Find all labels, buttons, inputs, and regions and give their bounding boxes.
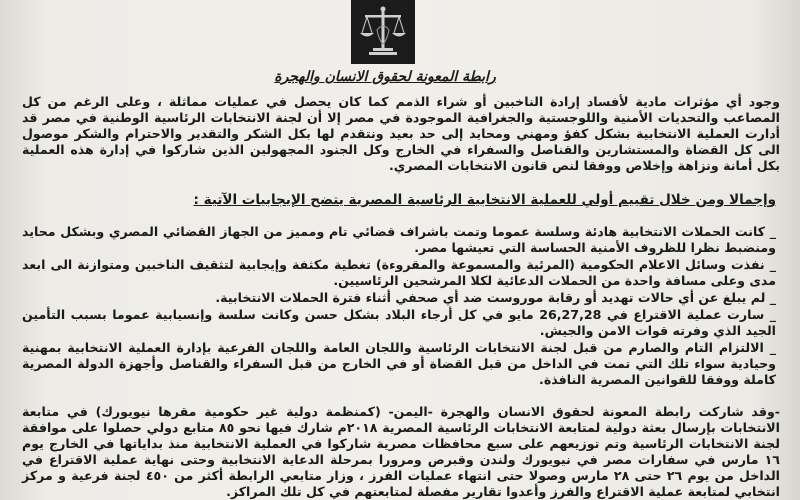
list-item: _ الالتزام التام والصارم من قبل لجنة الانتخابات الرئاسية واللجان العامة واللجان الفرعية بإدارة العملية الانتخابية بمهنية وحيادية سواء تلك التي تمت في الداخل من قبل القضاة أو في الخارج من قبل السفراء والقناصل وأجهزة الدولة المصرية كاملة ووفقا للقوانين المصرية النافذة. (22, 340, 776, 387)
list-item: _ لم يبلغ عن أي حالات تهديد أو رقابة موروست ضد أي صحفي أثناء فترة الحملات الانتخابية. (215, 290, 776, 305)
list-item: _ نفذت وسائل الاعلام الحكومية (المرئية والمسموعة والمقروءة) تغطية مكثفة وإيجابية لتثقيف الناخبين ومتوازنة الى ابعد مدى وعلى مسافة واحدة من الحملات الدعائية لكلا المرشحين الرئاسيين. (22, 257, 776, 288)
positives-list (22, 224, 780, 388)
closing-paragraph: -وقد شاركت رابطة المعونة لحقوق الانسان والهجرة -اليمن- (كمنظمة دولية غير حكومية مقرها نيويورك) في متابعة الانتخابات بإرسال بعثة دولية لمتابعة الانتخابات الرئاسية المصرية ٢٠١٨م شارك فيها نحو ٨٥ متابع دولي حصلوا على موافقة لجنة الانتخابات الرئاسية وتم توزيعهم على سبع محافظات مصرية شاركوا في العملية الانتخابية منذ بداياتها في الخارج يوم ١٦ مارس في سفارات مصر في نيويورك ولندن وقبرص ومرورا بمرحلة الدعاية الانتخابية وحتى نهاية عملية الاقتراع في الداخل من يوم ٢٦ حتى ٢٨ مارس وصولا حتى انتهاء عمليات الفرز ، وزار متابعي الرابطة أكثر من ٤٥٠ لجنة فرعية و مركز انتخابي لمتابعة عملية الاقتراع والفرز وأعدوا تقارير مفصلة لمتابعتهم في كل تلك المراكز. (22, 404, 781, 499)
scales-of-justice-icon (351, 0, 415, 64)
list-item: _ كانت الحملات الانتخابية هادئة وسلسة عموما وتمت باشراف قضائي تام ومميز من الجهاز القضائي المصري وبشكل محايد ومنضبط نظرا للظروف الأمنية الحساسة التي تعيشها مصر. (22, 224, 776, 255)
organization-name: رابطة المعونة لحقوق الانسان والهجرة (274, 69, 496, 85)
section-heading: وإجمالا ومن خلال تقييم أولي للعملية الانتخابية الرئاسية المصرية يتضح الإيجابيات الآتية : (193, 192, 776, 208)
intro-paragraph: وجود أي مؤثرات مادية لأفساد إرادة الناخبين أو شراء الذمم كما كان يحصل في عمليات مماثلة ، وعلى الرغم من كل المصاعب والتحديات الأمنية واللوجستية والجغرافية الموجودة في مصر إلا أن لجنة الانتخابات الرئاسية الوطنية في مصر قد أدارت العملية الانتخابية بشكل كفؤ ومهني ومحايد إلى حد بعيد ونتقدم لها بكل الشكر والتقدير والاحترام والشكر موصول الى كل القضاة والمستشارين والقناصل والسفراء في الخارج وكل الجنود المجهولين الذين شاركوا في إدارة هذه العملية بكل أمانة ونزاهة وإخلاص ووفقا لنص قانون الانتخابات المصري. (22, 94, 780, 173)
document-body (22, 94, 780, 500)
list-item: _ سارت عملية الاقتراع في 26,27,28 مايو في كل أرجاء البلاد بشكل حسن وكانت سلسة وإنسيابية عموما بسبب التأمين الجيد الذي وفرته قوات الامن والجيش. (22, 307, 776, 338)
